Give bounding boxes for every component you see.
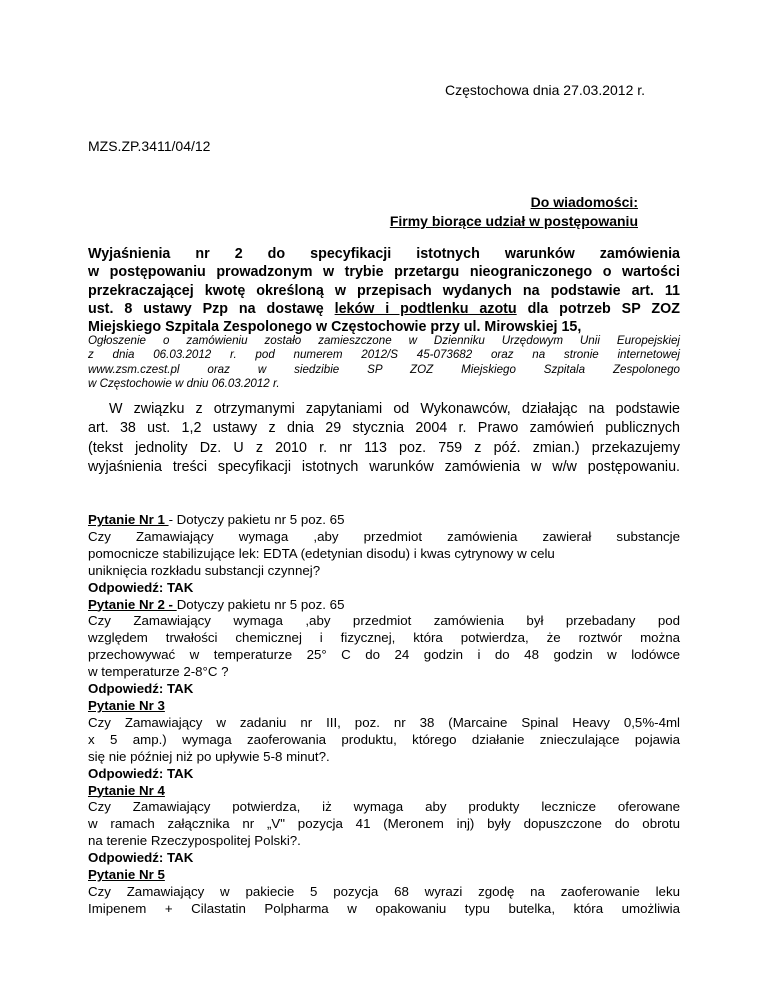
addressee-heading: Do wiadomości: bbox=[530, 194, 638, 210]
question-2-header bbox=[88, 597, 680, 614]
notice-line: www.zsm.czest.pl oraz w siedzibie SP ZOZ Miejskiego Szpitala Zespolonego bbox=[88, 362, 680, 376]
question-topic: Dotyczy pakietu nr 5 poz. 65 bbox=[176, 596, 345, 612]
intro-line: wyjaśnienia treści specyfikacji istotnych warunków zamówienia w w/w postępowaniu. bbox=[88, 459, 680, 476]
document-date: Częstochowa dnia 27.03.2012 r. bbox=[445, 82, 646, 98]
reference-number: MZS.ZP.3411/04/12 bbox=[88, 138, 211, 154]
answer: Odpowiedź: TAK bbox=[88, 579, 194, 595]
intro-line: W związku z otrzymanymi zapytaniami od Wykonawców, działając na podstawie bbox=[109, 401, 680, 417]
answer: Odpowiedź: TAK bbox=[88, 765, 194, 781]
explanation-line4-post: dla potrzeb SP ZOZ bbox=[516, 300, 680, 317]
addressee-block bbox=[357, 193, 638, 231]
explanation-title bbox=[88, 245, 680, 336]
question-line: względem trwałości chemicznej i fizycznej, która potwierdza, że roztwór można bbox=[88, 630, 680, 646]
intro-paragraph bbox=[88, 400, 680, 478]
question-line: w ramach załącznika nr „V" pozycja 41 (Meronem inj) były dopuszczone do obrotu bbox=[88, 816, 680, 832]
question-line: w temperaturze 2-8°C ? bbox=[88, 664, 229, 680]
question-line: Czy Zamawiający w zadaniu nr III, poz. nr 38 (Marcaine Spinal Heavy 0,5%-4ml bbox=[88, 714, 680, 730]
question-line: przechowywać w temperaturze 25° C do 24 godzin i do 48 godzin w lodówce bbox=[88, 647, 680, 663]
question-line: pomocnicze stabilizujące lek: EDTA (edetynian disodu) i kwas cytrynowy w celu bbox=[88, 545, 555, 561]
intro-line: art. 38 ust. 1,2 ustawy z dnia 29 stycznia 2004 r. Prawo zamówień publicznych bbox=[88, 420, 680, 437]
answer: Odpowiedź: TAK bbox=[88, 681, 194, 697]
answer: Odpowiedź: TAK bbox=[88, 850, 194, 866]
explanation-line: Miejskiego Szpitala Zespolonego w Częstochowie przy ul. Mirowskiej 15, bbox=[88, 319, 582, 336]
explanation-line: przekraczającej kwotę określoną w przepisach wydanych na podstawie art. 11 bbox=[88, 282, 680, 299]
question-line: się nie później niż po upływie 5-8 minut?. bbox=[88, 748, 330, 764]
question-1-header bbox=[88, 512, 680, 529]
question-line: uniknięcia rozkładu substancji czynnej? bbox=[88, 562, 321, 578]
question-line: x 5 amp.) wymaga zaoferowania produktu, którego działanie znieczulające pojawia bbox=[88, 731, 680, 747]
explanation-line: w postępowaniu prowadzonym w trybie przetargu nieograniczonego o wartości bbox=[88, 264, 680, 281]
question-title: Pytanie Nr 1 bbox=[88, 512, 169, 527]
notice-line: z dnia 06.03.2012 r. pod numerem 2012/S 45-073682 oraz na stronie internetowej bbox=[88, 348, 680, 362]
explanation-line: Wyjaśnienia nr 2 do specyfikacji istotnych warunków zamówienia bbox=[88, 246, 680, 262]
question-line: na terenie Rzeczypospolitej Polski?. bbox=[88, 833, 301, 849]
subject-of-order: leków i podtlenku azotu bbox=[334, 300, 517, 317]
question-title: Pytanie Nr 2 - bbox=[88, 596, 177, 612]
question-title: Pytanie Nr 5 bbox=[88, 867, 165, 883]
question-line: Czy Zamawiający wymaga ,aby przedmiot zamówienia był przebadany pod bbox=[88, 613, 680, 629]
question-line: Czy Zamawiający potwierdza, iż wymaga aby produkty lecznicze oferowane bbox=[88, 799, 680, 815]
question-line: Czy Zamawiający w pakiecie 5 pozycja 68 wyrazi zgodę na zaoferowanie leku bbox=[88, 883, 680, 899]
questions-answers bbox=[88, 512, 680, 918]
question-line: Czy Zamawiający wymaga ,aby przedmiot zamówienia zawierał substancje bbox=[88, 528, 680, 544]
question-line: Imipenem + Cilastatin Polpharma w opakowaniu typu butelka, która umożliwia bbox=[88, 900, 680, 916]
notice-line: w Częstochowie w dniu 06.03.2012 r. bbox=[88, 376, 280, 390]
explanation-line4-pre: ust. 8 ustawy Pzp na dostawę bbox=[88, 300, 335, 317]
question-topic: - Dotyczy pakietu nr 5 poz. 65 bbox=[168, 512, 345, 527]
addressee-recipients: Firmy biorące udział w postępowaniu bbox=[389, 213, 638, 229]
explanation-line bbox=[88, 300, 680, 318]
publication-notice bbox=[88, 334, 680, 391]
notice-line: Ogłoszenie o zamówieniu zostało zamieszczone w Dzienniku Urzędowym Unii Europejskiej bbox=[88, 334, 680, 347]
question-title: Pytanie Nr 3 bbox=[88, 697, 165, 713]
intro-line: (tekst jednolity Dz. U z 2010 r. nr 113 poz. 759 z póź. zmian.) przekazujemy bbox=[88, 439, 680, 456]
question-title: Pytanie Nr 4 bbox=[88, 782, 165, 798]
